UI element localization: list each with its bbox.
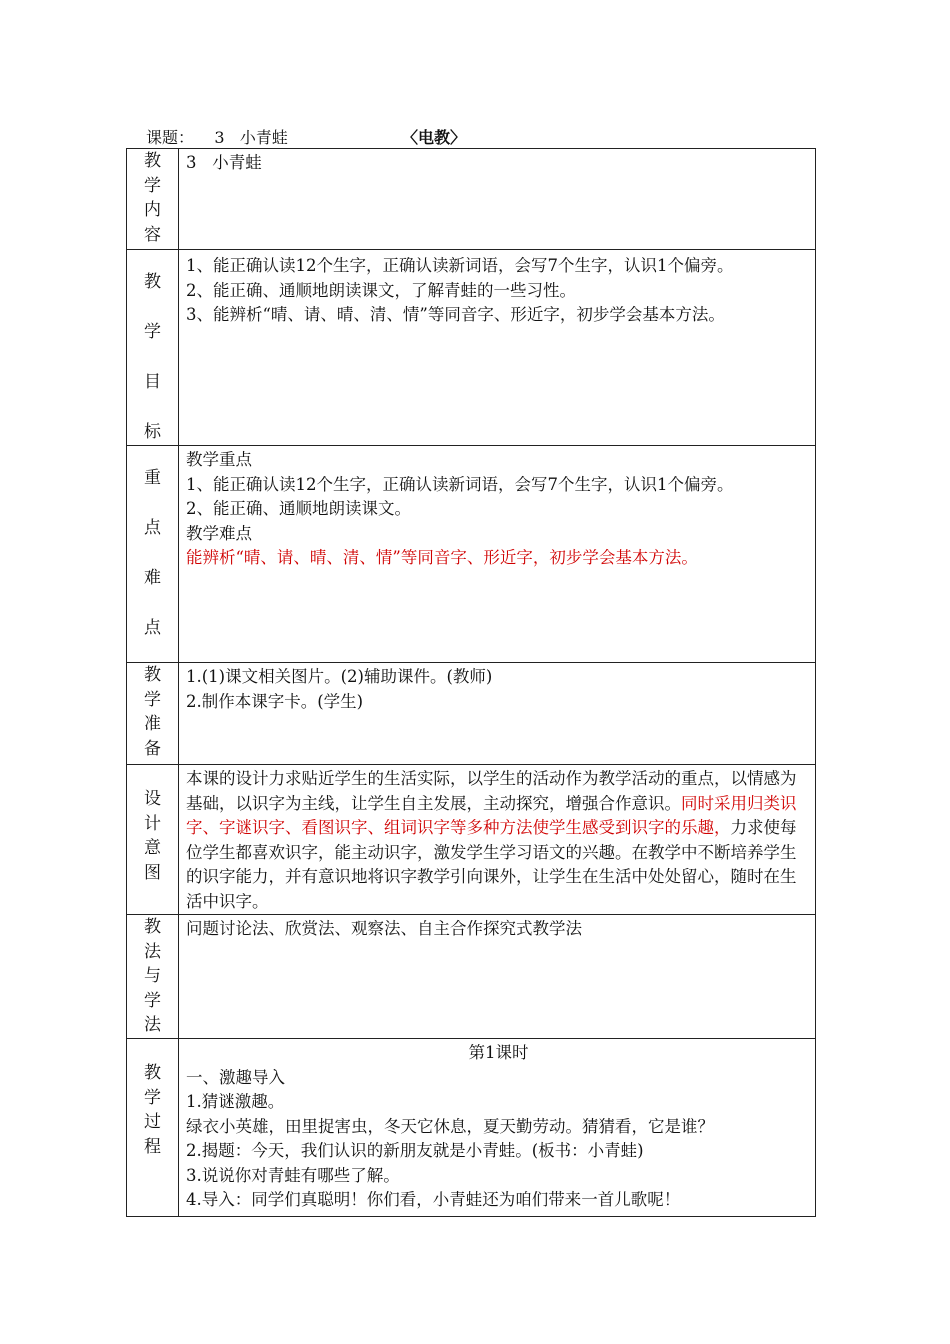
lesson-plan-table bbox=[126, 148, 816, 1217]
label-cell: 教 法 与 学 法 bbox=[127, 915, 179, 1039]
row-process bbox=[127, 1039, 816, 1217]
label-cell: 教 学 内 容 bbox=[127, 149, 179, 250]
title-tag: 〈电教〉 bbox=[402, 128, 467, 147]
row-methods bbox=[127, 915, 816, 1039]
label-cell: 设 计 意 图 bbox=[127, 765, 179, 915]
label-cell: 教 学 过 程 bbox=[127, 1039, 179, 1217]
content-cell: 问题讨论法、欣赏法、观察法、自主合作探究式教学法 bbox=[179, 915, 816, 1039]
content-cell: 第1课时 一、激趣导入 1.猜谜激趣。 绿衣小英雄，田里捉害虫，冬天它休息，夏天勤劳动。猜猜看，它是谁？ 2.揭题：今天，我们认识的新朋友就是小青蛙。(板书：小青蛙) 3.说说你对青蛙有哪些了解。 4.导入：同学们真聪明！你们看，小青蛙还为咱们带来一首儿歌呢！ bbox=[179, 1039, 816, 1217]
difficulty-text: 能辨析“晴、请、晴、清、情”等同音字、形近字，初步学会基本方法。 bbox=[186, 548, 698, 567]
label-cell: 重 点 难 点 bbox=[127, 446, 179, 663]
label-cell: 教 学 目 标 bbox=[127, 250, 179, 446]
content-cell: 3 小青蛙 bbox=[179, 149, 816, 250]
row-content bbox=[127, 149, 816, 250]
content-cell: 本课的设计力求贴近学生的生活实际，以学生的活动作为教学活动的重点，以情感为基础，以识字为主线，让学生自主发展，主动探究，增强合作意识。同时采用归类识字、字谜识字、看图识字、组词识字等多种方法使学生感受到识字的乐趣，力求使每位学生都喜欢识字，能主动识字，激发学生学习语文的兴趣。在教学中不断培养学生的识字能力，并有意识地将识字教学引向课外，让学生在生活中处处留心，随时在生活中识字。 bbox=[179, 765, 816, 915]
content-cell: 1、能正确认读12个生字，正确认读新词语，会写7个生字，认识1个偏旁。 2、能正确、通顺地朗读课文，了解青蛙的一些习性。 3、能辨析“晴、请、晴、清、情”等同音字、形近字，初步学会基本方法。 bbox=[179, 250, 816, 446]
row-design-intent bbox=[127, 765, 816, 915]
content-cell: 1.(1)课文相关图片。(2)辅助课件。(教师) 2.制作本课字卡。(学生) bbox=[179, 663, 816, 765]
row-objectives bbox=[127, 250, 816, 446]
period-heading: 第1课时 bbox=[468, 1043, 529, 1062]
label-cell: 教 学 准 备 bbox=[127, 663, 179, 765]
lesson-title: 课题： 3 小青蛙 〈电教〉 bbox=[146, 125, 288, 148]
row-key-points bbox=[127, 446, 816, 663]
content-cell: 教学重点 1、能正确认读12个生字，正确认读新词语，会写7个生字，认识1个偏旁。 2、能正确、通顺地朗读课文。 教学难点 能辨析“晴、请、晴、清、情”等同音字、形近字，初步学会基本方法。 bbox=[179, 446, 816, 663]
row-preparation bbox=[127, 663, 816, 765]
method-highlight: 同时采用归类识字、字谜识字、看图识字、组词识字等多种方法使学生感受到识字的乐趣， bbox=[186, 793, 797, 837]
